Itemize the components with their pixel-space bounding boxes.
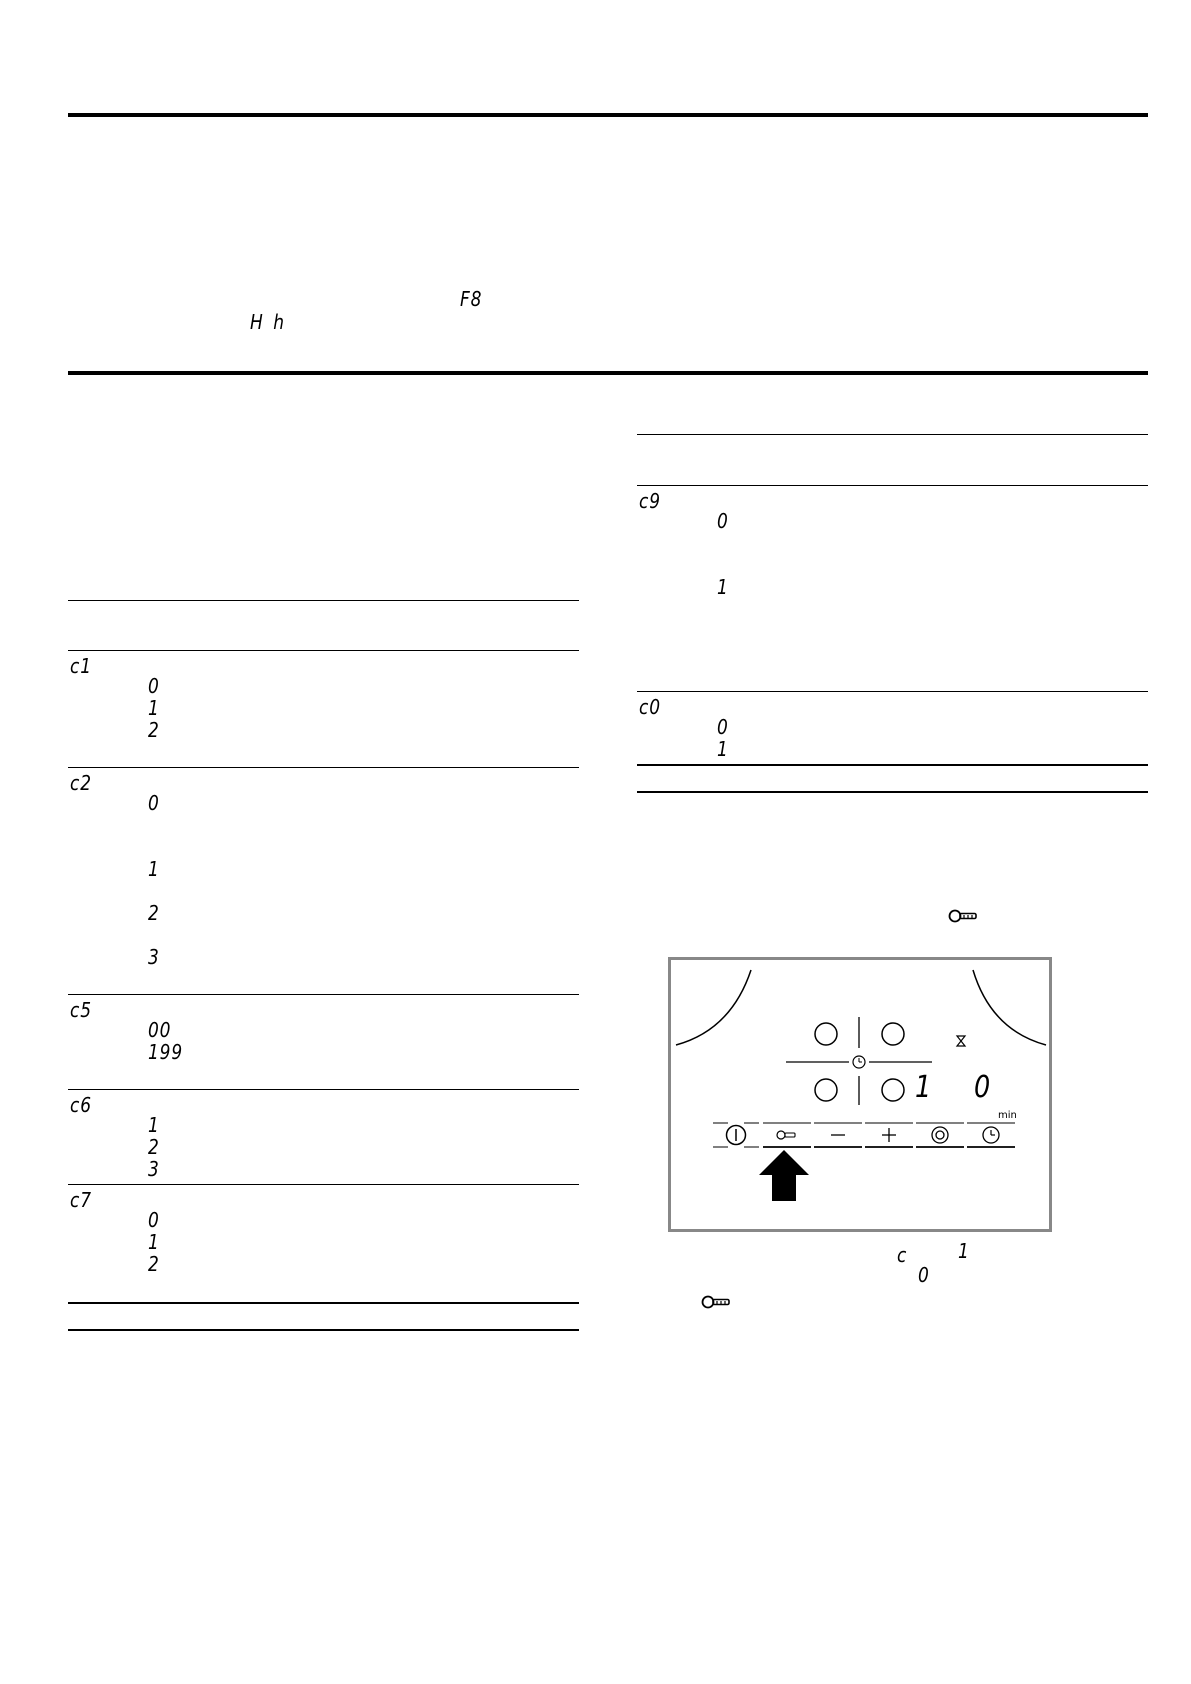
arrow-up-icon bbox=[759, 1150, 809, 1201]
code-c1: c1 bbox=[70, 654, 92, 678]
zone-indicators bbox=[786, 1017, 932, 1105]
value: 0 bbox=[717, 715, 729, 739]
control-panel-illustration bbox=[668, 957, 1052, 1232]
power-icon bbox=[727, 1126, 746, 1145]
row-rule bbox=[68, 1184, 579, 1185]
code-c0: c0 bbox=[639, 695, 661, 719]
value: 3 bbox=[148, 945, 160, 969]
key-icon bbox=[777, 1131, 795, 1139]
key-icon bbox=[948, 908, 978, 924]
code-c7: c7 bbox=[70, 1188, 92, 1212]
value: 0 bbox=[148, 674, 160, 698]
table-end-rule bbox=[637, 764, 1148, 766]
table-bottom-rule bbox=[68, 1329, 579, 1331]
code-c9: c9 bbox=[639, 489, 661, 513]
key-icon bbox=[701, 1294, 731, 1310]
display-digit-left: 1 bbox=[915, 1070, 933, 1105]
row-rule bbox=[637, 691, 1148, 692]
control-panel-drawing bbox=[671, 960, 1049, 1229]
min-label: min bbox=[998, 1110, 1017, 1121]
value: 2 bbox=[148, 1135, 160, 1159]
value: 1 bbox=[148, 857, 160, 881]
value: 2 bbox=[148, 718, 160, 742]
value: 1 bbox=[148, 1113, 160, 1137]
row-rule bbox=[68, 994, 579, 995]
control-strip bbox=[713, 1123, 1015, 1147]
top-rule bbox=[68, 113, 1148, 117]
code-digit-bottom: 0 bbox=[918, 1263, 930, 1287]
table-bottom-rule bbox=[637, 791, 1148, 793]
code-c5: c5 bbox=[70, 998, 92, 1022]
display-code-hh: H h bbox=[250, 310, 287, 334]
row-rule bbox=[68, 767, 579, 768]
section-rule bbox=[68, 371, 1148, 375]
value: 0 bbox=[148, 791, 160, 815]
value: 3 bbox=[148, 1157, 160, 1181]
value: 1 bbox=[148, 1230, 160, 1254]
value: 2 bbox=[148, 1252, 160, 1276]
display-digit-right: 0 bbox=[974, 1070, 992, 1105]
value: 199 bbox=[148, 1040, 184, 1064]
code-digit-top: 1 bbox=[958, 1239, 970, 1263]
error-code-f8: F8 bbox=[460, 287, 483, 311]
table-header-top-rule bbox=[68, 600, 579, 601]
hourglass-icon bbox=[957, 1036, 965, 1046]
code-c6: c6 bbox=[70, 1093, 92, 1117]
code-letter: c bbox=[897, 1243, 908, 1267]
row-rule bbox=[68, 1089, 579, 1090]
value: 0 bbox=[717, 509, 729, 533]
value: 1 bbox=[717, 737, 729, 761]
value: 1 bbox=[148, 696, 160, 720]
table-end-rule bbox=[68, 1302, 579, 1304]
timer-icon bbox=[983, 1127, 999, 1143]
value: 00 bbox=[148, 1018, 172, 1042]
plus-icon bbox=[882, 1128, 896, 1142]
value: 2 bbox=[148, 901, 160, 925]
code-c2: c2 bbox=[70, 771, 92, 795]
table-header-bottom-rule bbox=[637, 485, 1148, 486]
value: 0 bbox=[148, 1208, 160, 1232]
table-header-top-rule bbox=[637, 434, 1148, 435]
value: 1 bbox=[717, 575, 729, 599]
table-header-bottom-rule bbox=[68, 650, 579, 651]
powerboost-icon bbox=[932, 1127, 948, 1143]
